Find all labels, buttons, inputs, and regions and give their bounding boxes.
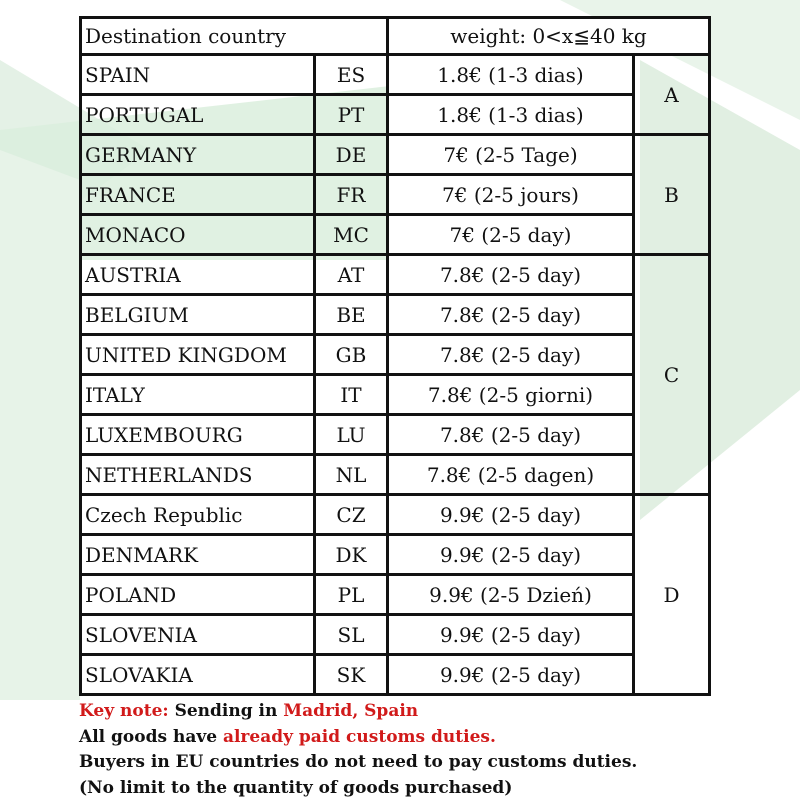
country-code: CZ <box>315 495 388 535</box>
country-code: AT <box>315 255 388 295</box>
zone-label-a: A <box>634 55 710 135</box>
shipping-price: 9.9€ (2-5 day) <box>388 655 634 695</box>
country-name: SLOVAKIA <box>81 655 315 695</box>
shipping-price: 7.8€ (2-5 day) <box>388 335 634 375</box>
shipping-price: 9.9€ (2-5 day) <box>388 495 634 535</box>
shipping-price: 7.8€ (2-5 day) <box>388 415 634 455</box>
country-code: PL <box>315 575 388 615</box>
country-code: SK <box>315 655 388 695</box>
shipping-price: 1.8€ (1-3 dias) <box>388 55 634 95</box>
table-row <box>81 335 710 375</box>
goods-highlight: already paid customs duties. <box>223 727 496 747</box>
country-name: POLAND <box>81 575 315 615</box>
note-line-goods <box>79 725 637 751</box>
shipping-price: 7€ (2-5 jours) <box>388 175 634 215</box>
country-name: DENMARK <box>81 535 315 575</box>
zone-label-b: B <box>634 135 710 255</box>
shipping-price: 7.8€ (2-5 day) <box>388 295 634 335</box>
table-row <box>81 295 710 335</box>
table-row <box>81 495 710 535</box>
shipping-price: 9.9€ (2-5 Dzień) <box>388 575 634 615</box>
shipping-price: 9.9€ (2-5 day) <box>388 615 634 655</box>
country-code: LU <box>315 415 388 455</box>
table-row <box>81 175 710 215</box>
country-code: PT <box>315 95 388 135</box>
shipping-rates-table <box>79 16 711 696</box>
country-name: SLOVENIA <box>81 615 315 655</box>
country-name: AUSTRIA <box>81 255 315 295</box>
shipping-price: 7.8€ (2-5 giorni) <box>388 375 634 415</box>
table-row <box>81 615 710 655</box>
header-weight: weight: 0<x≦40 kg <box>388 18 710 55</box>
table-row <box>81 95 710 135</box>
country-code: DE <box>315 135 388 175</box>
table-row <box>81 375 710 415</box>
country-code: GB <box>315 335 388 375</box>
key-note-label: Key note: <box>79 701 169 721</box>
table-row <box>81 415 710 455</box>
country-name: MONACO <box>81 215 315 255</box>
country-code: FR <box>315 175 388 215</box>
goods-prefix: All goods have <box>79 727 223 747</box>
table-row <box>81 255 710 295</box>
country-name: BELGIUM <box>81 295 315 335</box>
header-destination-country: Destination country <box>81 18 388 55</box>
country-name: UNITED KINGDOM <box>81 335 315 375</box>
shipping-rates-table-wrapper <box>79 16 711 696</box>
sending-prefix: Sending in <box>169 701 284 721</box>
country-name: Czech Republic <box>81 495 315 535</box>
country-name: FRANCE <box>81 175 315 215</box>
country-code: NL <box>315 455 388 495</box>
country-code: BE <box>315 295 388 335</box>
note-line-buyers: Buyers in EU countries do not need to pay customs duties. <box>79 750 637 776</box>
shipping-price: 7€ (2-5 day) <box>388 215 634 255</box>
table-header-row <box>81 18 710 55</box>
table-row <box>81 455 710 495</box>
country-name: ITALY <box>81 375 315 415</box>
table-row <box>81 575 710 615</box>
table-row <box>81 135 710 175</box>
country-name: LUXEMBOURG <box>81 415 315 455</box>
shipping-price: 9.9€ (2-5 day) <box>388 535 634 575</box>
key-notes <box>79 699 637 801</box>
country-name: GERMANY <box>81 135 315 175</box>
shipping-price: 1.8€ (1-3 dias) <box>388 95 634 135</box>
country-code: DK <box>315 535 388 575</box>
green-wedge-lower <box>0 150 80 700</box>
table-row <box>81 215 710 255</box>
table-row <box>81 55 710 95</box>
country-name: SPAIN <box>81 55 315 95</box>
country-code: SL <box>315 615 388 655</box>
shipping-price: 7.8€ (2-5 day) <box>388 255 634 295</box>
shipping-price: 7€ (2-5 Tage) <box>388 135 634 175</box>
shipping-price: 7.8€ (2-5 dagen) <box>388 455 634 495</box>
country-code: MC <box>315 215 388 255</box>
country-name: NETHERLANDS <box>81 455 315 495</box>
country-code: IT <box>315 375 388 415</box>
note-line-limit: (No limit to the quantity of goods purchased) <box>79 776 637 801</box>
sending-location: Madrid, Spain <box>283 701 418 721</box>
table-row <box>81 655 710 695</box>
note-line-sending <box>79 699 637 725</box>
country-name: PORTUGAL <box>81 95 315 135</box>
zone-label-c: C <box>634 255 710 495</box>
table-row <box>81 535 710 575</box>
zone-label-d: D <box>634 495 710 695</box>
country-code: ES <box>315 55 388 95</box>
